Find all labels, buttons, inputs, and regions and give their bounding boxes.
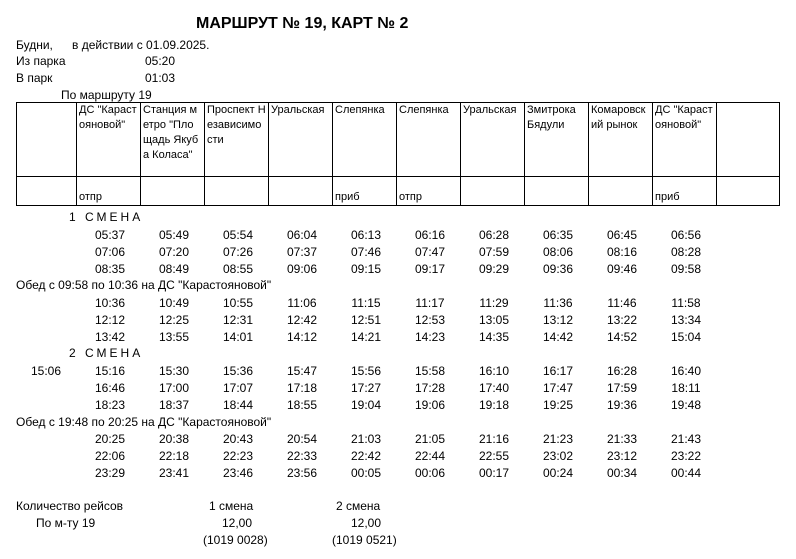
time-cell: 22:06	[94, 449, 126, 463]
time-cell: 12:25	[158, 313, 190, 327]
time-cell: 13:22	[606, 313, 638, 327]
stop-name: Змитрока Бядули	[525, 103, 589, 177]
flag-blank-cell	[17, 177, 77, 206]
time-cell: 15:47	[286, 364, 318, 378]
stop-flag: отпр	[77, 177, 141, 206]
time-cell: 06:45	[606, 228, 638, 242]
time-cell: 08:28	[670, 245, 702, 259]
time-cell: 15:04	[670, 330, 702, 344]
time-cell: 18:44	[222, 398, 254, 412]
time-cell: 19:04	[350, 398, 382, 412]
time-cell: 16:28	[606, 364, 638, 378]
time-cell: 07:20	[158, 245, 190, 259]
time-cell: 06:28	[478, 228, 510, 242]
stop-flag: приб	[653, 177, 717, 206]
header-blank-cell	[17, 103, 77, 177]
time-cell: 09:15	[350, 262, 382, 276]
time-cell: 11:58	[671, 296, 701, 310]
time-cell: 14:52	[606, 330, 638, 344]
time-cell: 11:29	[479, 296, 509, 310]
time-cell: 00:05	[350, 466, 382, 480]
time-cell: 22:23	[222, 449, 254, 463]
stop-flag: отпр	[397, 177, 461, 206]
time-cell: 23:02	[542, 449, 574, 463]
time-cell: 00:24	[542, 466, 574, 480]
shift-2-label: 2 СМЕНА	[69, 346, 144, 360]
time-cell: 08:49	[158, 262, 190, 276]
trips-count-label: Количество рейсов	[16, 499, 124, 513]
summary-shift-1-code: (1019 0028)	[203, 533, 268, 547]
time-cell: 07:37	[286, 245, 318, 259]
header-blank-cell	[717, 103, 780, 177]
time-cell: 05:49	[158, 228, 190, 242]
time-cell: 16:10	[478, 364, 510, 378]
stops-header-table	[16, 102, 780, 206]
time-cell: 14:42	[542, 330, 574, 344]
time-cell: 23:29	[94, 466, 126, 480]
time-cell: 18:37	[158, 398, 190, 412]
time-cell: 23:46	[222, 466, 254, 480]
time-cell: 06:04	[286, 228, 318, 242]
time-cell: 15:56	[350, 364, 382, 378]
summary-shift-2-count: 12,00	[351, 516, 382, 530]
time-cell: 22:33	[286, 449, 318, 463]
time-cell: 17:00	[158, 381, 190, 395]
stop-name: Станция метро "Площадь Якуба Коласа"	[141, 103, 205, 177]
stop-flag	[589, 177, 653, 206]
time-cell: 17:47	[542, 381, 574, 395]
time-cell: 20:25	[94, 432, 126, 446]
time-cell: 06:35	[542, 228, 574, 242]
time-cell: 21:43	[670, 432, 702, 446]
time-cell: 12:53	[414, 313, 446, 327]
time-cell: 05:54	[222, 228, 254, 242]
time-cell: 17:59	[606, 381, 638, 395]
time-cell: 20:43	[222, 432, 254, 446]
time-cell: 14:01	[222, 330, 254, 344]
time-cell: 23:12	[606, 449, 638, 463]
time-cell: 00:34	[606, 466, 638, 480]
time-cell: 11:46	[607, 296, 637, 310]
time-cell: 05:37	[94, 228, 126, 242]
summary-shift-2-label: 2 смена	[336, 499, 381, 513]
time-cell: 19:48	[670, 398, 702, 412]
time-cell: 12:12	[94, 313, 126, 327]
time-cell: 17:07	[222, 381, 254, 395]
shift-2-start-time: 15:06	[31, 364, 62, 378]
flag-blank-cell	[717, 177, 780, 206]
time-cell: 14:12	[286, 330, 318, 344]
time-cell: 23:56	[286, 466, 318, 480]
time-cell: 12:31	[222, 313, 254, 327]
time-cell: 16:46	[94, 381, 126, 395]
time-cell: 14:23	[414, 330, 446, 344]
stop-name: Слепянка	[397, 103, 461, 177]
time-cell: 08:55	[222, 262, 254, 276]
stop-flag	[205, 177, 269, 206]
stop-flag	[141, 177, 205, 206]
time-cell: 12:42	[286, 313, 318, 327]
to-park-label: В парк	[16, 71, 53, 85]
out-of-park-label: Из парка	[16, 54, 66, 68]
time-cell: 14:35	[478, 330, 510, 344]
validity-label: в действии с 01.09.2025.	[72, 38, 210, 52]
summary-shift-2-code: (1019 0521)	[332, 533, 397, 547]
time-cell: 06:16	[414, 228, 446, 242]
time-cell: 09:36	[542, 262, 574, 276]
time-cell: 21:05	[414, 432, 446, 446]
time-cell: 11:36	[543, 296, 573, 310]
stop-name: ДС "Карастояновой"	[77, 103, 141, 177]
time-cell: 20:38	[158, 432, 190, 446]
time-cell: 13:55	[158, 330, 190, 344]
time-cell: 13:05	[478, 313, 510, 327]
time-cell: 23:41	[158, 466, 190, 480]
time-cell: 08:06	[542, 245, 574, 259]
stop-name: Уральская	[269, 103, 333, 177]
time-cell: 22:18	[158, 449, 190, 463]
time-cell: 20:54	[286, 432, 318, 446]
time-cell: 18:55	[286, 398, 318, 412]
time-cell: 21:03	[350, 432, 382, 446]
time-cell: 21:33	[606, 432, 638, 446]
lunch-break-1: Обед с 09:58 по 10:36 на ДС "Карастояновой"	[16, 278, 272, 292]
time-cell: 18:11	[671, 381, 701, 395]
time-cell: 09:17	[414, 262, 446, 276]
time-cell: 13:12	[542, 313, 574, 327]
time-cell: 07:59	[478, 245, 510, 259]
time-cell: 10:49	[158, 296, 190, 310]
time-cell: 19:06	[414, 398, 446, 412]
time-cell: 17:40	[478, 381, 510, 395]
time-cell: 17:27	[350, 381, 382, 395]
time-cell: 00:44	[670, 466, 702, 480]
time-cell: 11:15	[351, 296, 381, 310]
time-cell: 13:42	[94, 330, 126, 344]
time-cell: 08:35	[94, 262, 126, 276]
lunch-break-2: Обед с 19:48 по 20:25 на ДС "Карастояновой"	[16, 415, 272, 429]
stop-name: ДС "Карастояновой"	[653, 103, 717, 177]
time-cell: 21:23	[542, 432, 574, 446]
time-cell: 10:55	[222, 296, 254, 310]
time-cell: 06:56	[670, 228, 702, 242]
time-cell: 15:58	[414, 364, 446, 378]
time-cell: 07:26	[222, 245, 254, 259]
time-cell: 12:51	[350, 313, 382, 327]
shift-1-label: 1 СМЕНА	[69, 210, 144, 224]
time-cell: 09:06	[286, 262, 318, 276]
time-cell: 16:17	[542, 364, 574, 378]
time-cell: 08:16	[606, 245, 638, 259]
time-cell: 09:58	[670, 262, 702, 276]
time-cell: 06:13	[350, 228, 382, 242]
summary-route-label: По м-ту 19	[36, 516, 96, 530]
time-cell: 00:06	[414, 466, 446, 480]
stop-name: Комаровский рынок	[589, 103, 653, 177]
time-cell: 22:42	[350, 449, 382, 463]
time-cell: 19:25	[542, 398, 574, 412]
time-cell: 07:46	[350, 245, 382, 259]
time-cell: 15:16	[94, 364, 126, 378]
weekday-label: Будни,	[16, 38, 53, 52]
time-cell: 22:55	[478, 449, 510, 463]
to-park-time: 01:03	[145, 71, 176, 85]
time-cell: 17:28	[414, 381, 446, 395]
summary-shift-1-count: 12,00	[222, 516, 253, 530]
time-cell: 11:06	[287, 296, 317, 310]
time-cell: 13:34	[670, 313, 702, 327]
route-label: По маршруту 19	[61, 88, 152, 102]
time-cell: 16:40	[670, 364, 702, 378]
time-cell: 23:22	[670, 449, 702, 463]
time-cell: 07:06	[94, 245, 126, 259]
time-cell: 19:18	[478, 398, 510, 412]
time-cell: 18:23	[94, 398, 126, 412]
time-cell: 10:36	[94, 296, 126, 310]
stop-name: Уральская	[461, 103, 525, 177]
time-cell: 21:16	[478, 432, 510, 446]
stop-name: Слепянка	[333, 103, 397, 177]
time-cell: 22:44	[414, 449, 446, 463]
time-cell: 00:17	[478, 466, 510, 480]
stop-flag: приб	[333, 177, 397, 206]
stop-flag	[525, 177, 589, 206]
time-cell: 09:29	[478, 262, 510, 276]
time-cell: 09:46	[606, 262, 638, 276]
summary-shift-1-label: 1 смена	[209, 499, 254, 513]
stop-flag	[269, 177, 333, 206]
out-of-park-time: 05:20	[145, 54, 176, 68]
time-cell: 07:47	[414, 245, 446, 259]
page-title: МАРШРУТ № 19, КАРТ № 2	[196, 15, 409, 32]
time-cell: 11:17	[415, 296, 445, 310]
time-cell: 15:36	[222, 364, 254, 378]
time-cell: 15:30	[158, 364, 190, 378]
stop-name: Проспект Независимости	[205, 103, 269, 177]
time-cell: 14:21	[350, 330, 382, 344]
time-cell: 19:36	[606, 398, 638, 412]
stop-flag	[461, 177, 525, 206]
time-cell: 17:18	[286, 381, 318, 395]
